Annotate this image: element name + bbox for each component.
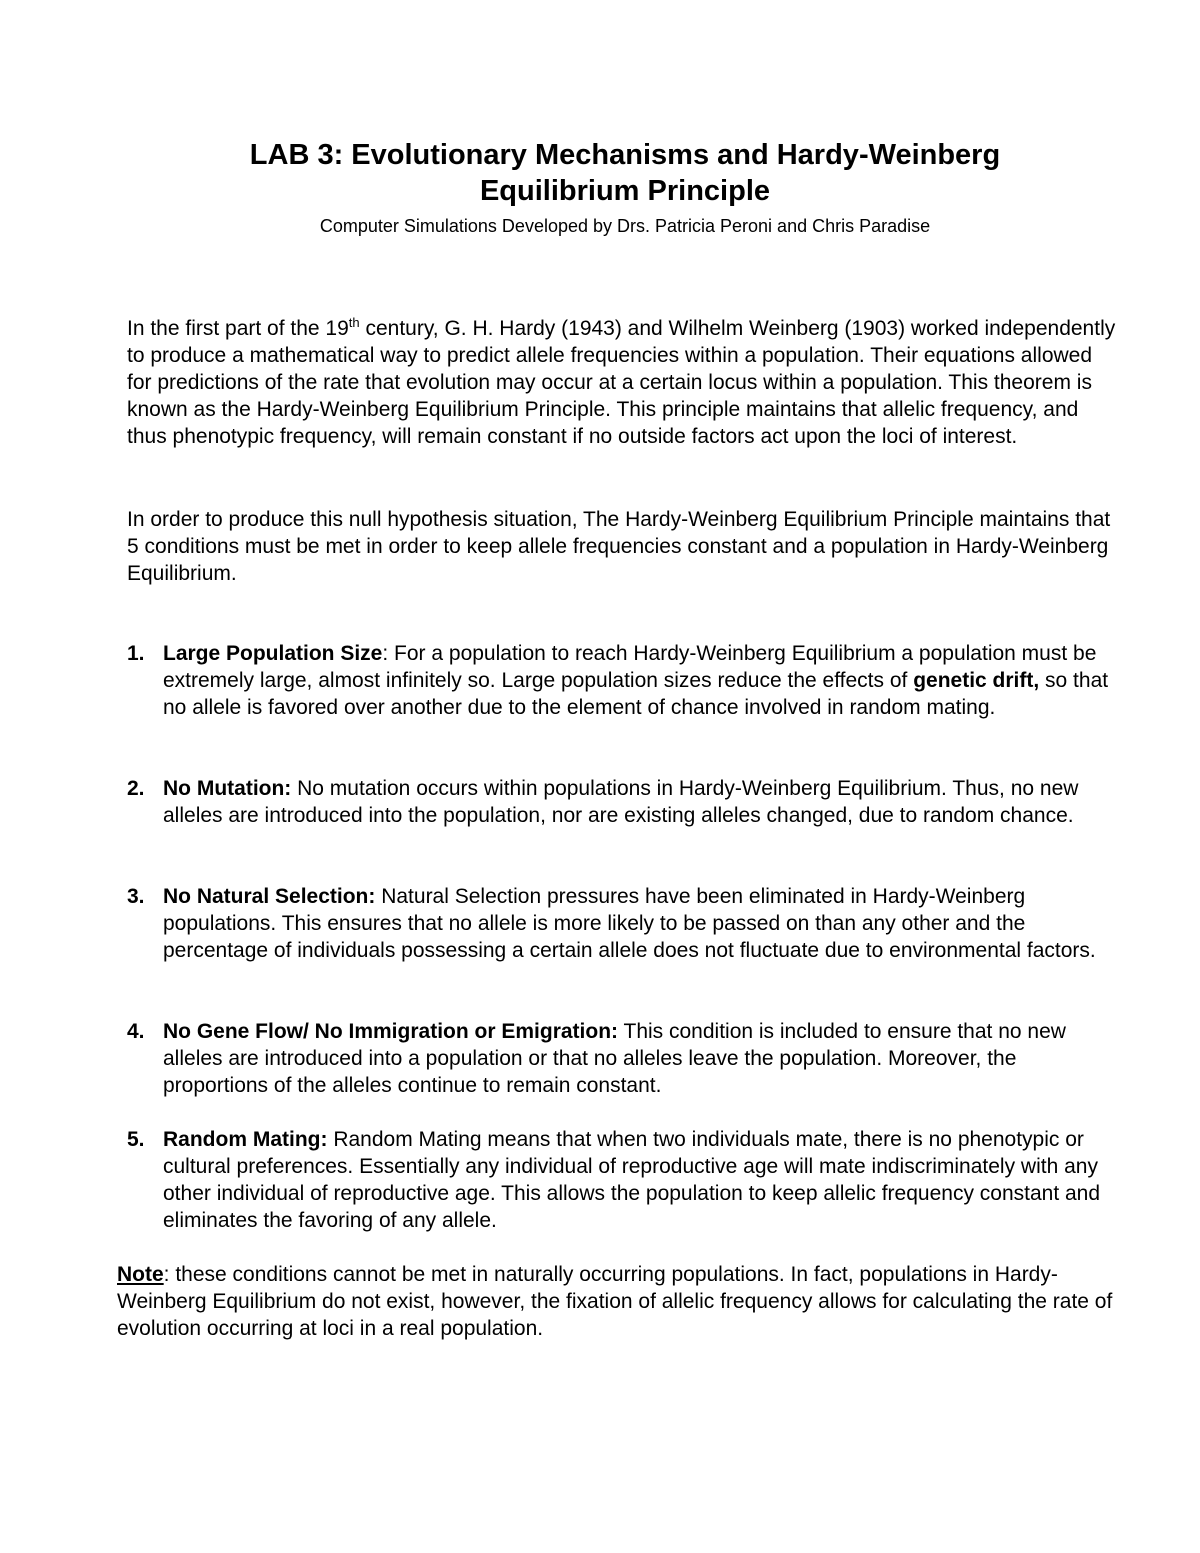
document-title-line-1: LAB 3: Evolutionary Mechanisms and Hardy-Weinberg: [249, 139, 1001, 171]
condition-bold-inline: genetic drift,: [913, 669, 1040, 692]
note-text: : these conditions cannot be met in naturally occurring populations. In fact, populations in Hardy-Weinberg Equilibrium do not exist, however, the fixation of allelic frequency allows for calculating the rate of evolution occurring at loci in a real population.: [117, 1263, 1113, 1340]
condition-text: so that no allele is favored over another due to the element of chance involved in random mating.: [163, 669, 1109, 719]
condition-item-3: [127, 883, 1117, 964]
superscript-th: th: [348, 315, 360, 330]
condition-number: 4.: [127, 1020, 145, 1043]
condition-term: No Mutation:: [163, 777, 292, 800]
condition-item-2: [127, 775, 1117, 829]
intro-p1-start: In the first part of the 19: [127, 317, 349, 340]
condition-term: Random Mating:: [163, 1128, 328, 1151]
condition-number: 1.: [127, 642, 145, 665]
intro-p1-rest: century, G. H. Hardy (1943) and Wilhelm Weinberg (1903) worked independently to produce a mathematical way to predict allele frequencies within a population. Their equations allowed for predictions of the rate that evolution may occur at a certain locus within a population. This theorem is known as the Hardy-Weinberg Equilibrium Principle. This principle maintains that allelic frequency, and thus phenotypic frequency, will remain constant if no outside factors act upon the loci of interest.: [127, 317, 1116, 448]
condition-item-4: [127, 1018, 1117, 1099]
condition-text: Natural Selection pressures have been eliminated in Hardy-Weinberg populations. This ensures that no allele is more likely to be passed on than any other and the percentage of individuals possessing a certain allele does not fluctuate due to environmental factors.: [163, 885, 1096, 962]
condition-term: No Gene Flow/ No Immigration or Emigration:: [163, 1020, 619, 1043]
condition-term: No Natural Selection:: [163, 885, 376, 908]
note-paragraph: [117, 1261, 1117, 1342]
condition-text: No mutation occurs within populations in Hardy-Weinberg Equilibrium. Thus, no new alleles are introduced into the population, nor are existing alleles changed, due to random chance.: [163, 777, 1079, 827]
condition-item-1: [127, 640, 1117, 721]
condition-text: : For a population to reach Hardy-Weinberg Equilibrium a population must be extremely large, almost infinitely so. Large population sizes reduce the effects of: [163, 642, 1097, 692]
condition-body: [163, 1126, 1117, 1234]
condition-number: 2.: [127, 777, 145, 800]
condition-body: [163, 883, 1117, 964]
condition-body: [163, 640, 1117, 721]
condition-term: Large Population Size: [163, 642, 383, 665]
condition-body: [163, 775, 1117, 829]
condition-text: Random Mating means that when two individuals mate, there is no phenotypic or cultural preferences. Essentially any individual of reproductive age will mate indiscriminately with any other individual of reproductive age. This allows the population to keep allelic frequency constant and eliminates the favoring of any allele.: [163, 1128, 1101, 1232]
document-subtitle: Computer Simulations Developed by Drs. Patricia Peroni and Chris Paradise: [319, 216, 931, 236]
condition-text: This condition is included to ensure that no new alleles are introduced into a population or that no alleles leave the population. Moreover, the proportions of the alleles continue to remain constant.: [163, 1020, 1066, 1097]
condition-number: 3.: [127, 885, 145, 908]
intro-paragraph-2: In order to produce this null hypothesis situation, The Hardy-Weinberg Equilibrium Principle maintains that 5 conditions must be met in order to keep allele frequencies constant and a population in Hardy-Weinberg Equilibrium.: [127, 508, 1111, 585]
note-label: Note: [117, 1263, 164, 1286]
condition-body: [163, 1018, 1117, 1099]
document-title-line-2: Equilibrium Principle: [479, 175, 771, 207]
condition-item-5: [127, 1126, 1117, 1234]
condition-number: 5.: [127, 1128, 145, 1151]
intro-paragraph-1: [127, 315, 1117, 450]
